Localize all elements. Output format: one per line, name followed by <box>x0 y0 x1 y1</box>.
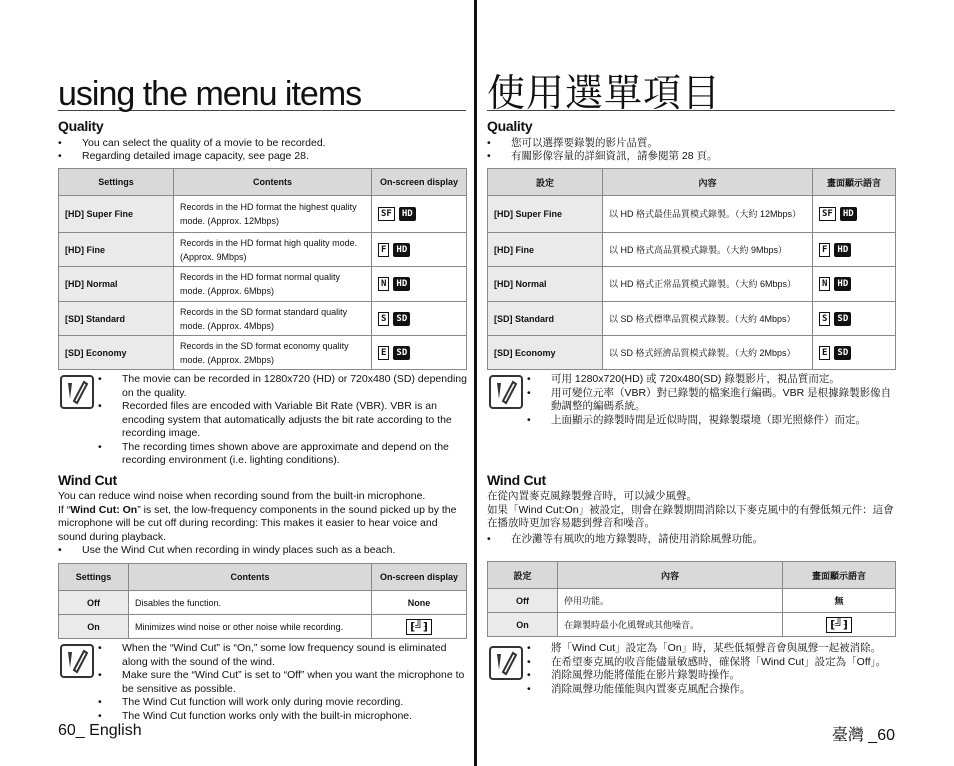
table-row: [HD] Fine 以 HD 格式高品質模式錄製。（大約 9Mbps） F HD <box>488 233 896 267</box>
format-icon: SD <box>393 346 410 360</box>
list-item: • Regarding detailed image capacity, see page 28. <box>58 150 468 163</box>
list-item: • 在希望麥克風的收音能儘量敏感時，確保將「Wind Cut」設定為「Off」。 <box>527 656 899 670</box>
table-row: Off 停用功能。 無 <box>488 589 896 613</box>
table-row: [HD] Normal Records in the HD format normal quality mode. (Approx. 6Mbps) N HD <box>59 267 467 302</box>
wind-cut-table <box>58 563 467 639</box>
table-row: [HD] Super Fine 以 HD 格式最佳品質模式錄製。（大約 12Mbps） SF HD <box>488 196 896 233</box>
wind-cut-heading: Wind Cut <box>487 472 546 488</box>
table-row: [SD] Economy 以 SD 格式經濟品質模式錄製。（大約 2Mbps） E SD <box>488 336 896 370</box>
wind-cut-table <box>487 561 896 637</box>
page-number-left: 60_ English <box>58 722 142 739</box>
table-header: On-screen display <box>372 564 467 591</box>
list-item: • 可用 1280x720(HD) 或 720x480(SD) 錄製影片，視品質而定。 <box>527 373 897 387</box>
list-item: • The movie can be recorded in 1280x720 (HD) or 720x480 (SD) depending on the quality. <box>98 373 468 400</box>
wind-cut-notes <box>527 642 899 696</box>
list-item: • Recorded files are encoded with Variable Bit Rate (VBR). VBR is an encoding system that automatically adjusts the bit rate according to the recording image. <box>98 400 468 441</box>
list-item: • 用可變位元率（VBR）對已錄製的檔案進行編碼。VBR 是根據錄製影像自動調整的編碼系統。 <box>527 387 897 414</box>
table-header: 設定 <box>488 562 558 589</box>
quality-icon: S <box>819 312 830 326</box>
wind-cut-bullet <box>487 533 897 546</box>
list-item: • 消除風聲功能僅能與內置麥克風配合操作。 <box>527 683 899 697</box>
list-item: • The Wind Cut function will work only during movie recording. <box>98 696 470 710</box>
list-item: • 上面顯示的錄製時間是近似時間，視錄製環境（即光照條件）而定。 <box>527 414 897 428</box>
quality-icon: E <box>819 346 830 360</box>
list-item: • 在沙灘等有風吹的地方錄製時，請使用消除風聲功能。 <box>487 533 897 546</box>
quality-icon: N <box>819 277 830 291</box>
format-icon: HD <box>393 243 410 257</box>
table-row: On Minimizes wind noise or other noise while recording. ⁅╝⁆ <box>59 615 467 639</box>
quality-heading: Quality <box>58 118 104 134</box>
quality-table <box>58 168 467 370</box>
table-header: 內容 <box>603 169 813 196</box>
list-item: • 消除風聲功能將僅能在影片錄製時操作。 <box>527 669 899 683</box>
table-row: [SD] Economy Records in the SD format economy quality mode. (Approx. 2Mbps) E SD <box>59 336 467 370</box>
wind-cut-icon: ⁅╝⁆ <box>406 619 432 635</box>
list-item: • The Wind Cut function works only with the built-in microphone. <box>98 710 470 724</box>
wind-cut-notes <box>98 642 470 723</box>
table-row: [HD] Fine Records in the HD format high quality mode. (Approx. 9Mbps) F HD <box>59 233 467 267</box>
list-item: • 您可以選擇要錄製的影片品質。 <box>487 137 897 150</box>
format-icon: HD <box>840 207 857 221</box>
wind-cut-bullet <box>58 544 468 557</box>
note-icon <box>489 375 523 409</box>
note-icon <box>60 644 94 678</box>
table-row: Off Disables the function. None <box>59 591 467 615</box>
wind-cut-heading: Wind Cut <box>58 472 117 488</box>
table-header: On-screen display <box>372 169 467 196</box>
format-icon: SD <box>834 346 851 360</box>
page-title: 使用選單項目 <box>487 70 895 111</box>
page-title: using the menu items <box>58 70 466 111</box>
table-row: On 在錄製時最小化風聲或其他噪音。 ⁅╝⁆ <box>488 613 896 637</box>
quality-icon: SF <box>819 207 836 221</box>
list-item: • 將「Wind Cut」設定為「On」時，某些低頻聲音會與風聲一起被消除。 <box>527 642 899 656</box>
format-icon: HD <box>393 277 410 291</box>
format-icon: HD <box>834 243 851 257</box>
table-row: [SD] Standard 以 SD 格式標準品質模式錄製。（大約 4Mbps） S SD <box>488 302 896 336</box>
quality-table <box>487 168 896 370</box>
table-header: Settings <box>59 564 129 591</box>
format-icon: HD <box>399 207 416 221</box>
quality-notes <box>527 373 897 427</box>
page-divider <box>474 0 477 766</box>
note-icon <box>489 646 523 680</box>
quality-icon: F <box>819 243 830 257</box>
page-number-right: 臺灣 _60 <box>831 727 895 744</box>
format-icon: HD <box>834 277 851 291</box>
list-item: • Make sure the “Wind Cut” is set to “Off” when you want the microphone to be sensitive as possible. <box>98 669 470 696</box>
table-row: [SD] Standard Records in the SD format standard quality mode. (Approx. 4Mbps) S SD <box>59 302 467 336</box>
quality-icon: SF <box>378 207 395 221</box>
quality-icon: N <box>378 277 389 291</box>
quality-bullets <box>487 137 897 163</box>
list-item: • When the “Wind Cut” is “On,” some low frequency sound is eliminated along with the sound of the wind. <box>98 642 470 669</box>
list-item: • 有關影像容量的詳細資訊，請參閱第 28 頁。 <box>487 150 897 163</box>
quality-heading: Quality <box>487 118 533 134</box>
table-row: [HD] Normal 以 HD 格式正常品質模式錄製。（大約 6Mbps） N HD <box>488 267 896 302</box>
table-header: Contents <box>174 169 372 196</box>
table-header: 內容 <box>558 562 783 589</box>
format-icon: SD <box>834 312 851 326</box>
table-header: 設定 <box>488 169 603 196</box>
table-header: Contents <box>129 564 372 591</box>
list-item: • You can select the quality of a movie to be recorded. <box>58 137 468 150</box>
note-icon <box>60 375 94 409</box>
wind-cut-icon: ⁅╝⁆ <box>826 617 852 633</box>
table-header: 畫面顯示語言 <box>813 169 896 196</box>
wind-cut-paragraph: You can reduce wind noise when recording sound from the built-in microphone. If “Wind Cut: On” is set, the low-frequency components in the sound picked up by the microphone will be cut off during recording: This makes it easier to hear voice and sound during playback. <box>58 490 457 543</box>
table-header: Settings <box>59 169 174 196</box>
format-icon: SD <box>393 312 410 326</box>
quality-bullets <box>58 137 468 163</box>
wind-cut-paragraph: 在從內置麥克風錄製聲音時，可以減少風聲。 如果「Wind Cut:On」被設定，則會在錄製期間消除以下麥克風中的有聲低頻元件：這會在播放時更加容易聽到聲音和噪音。 <box>487 490 894 529</box>
list-item: • Use the Wind Cut when recording in windy places such as a beach. <box>58 544 468 557</box>
quality-icon: E <box>378 346 389 360</box>
list-item: • The recording times shown above are approximate and depend on the recording environment (i.e. lighting conditions). <box>98 441 468 468</box>
quality-notes <box>98 373 468 468</box>
table-header: 畫面顯示語言 <box>783 562 896 589</box>
quality-icon: S <box>378 312 389 326</box>
table-row: [HD] Super Fine Records in the HD format the highest quality mode. (Approx. 12Mbps) SF HD <box>59 196 467 233</box>
quality-icon: F <box>378 243 389 257</box>
